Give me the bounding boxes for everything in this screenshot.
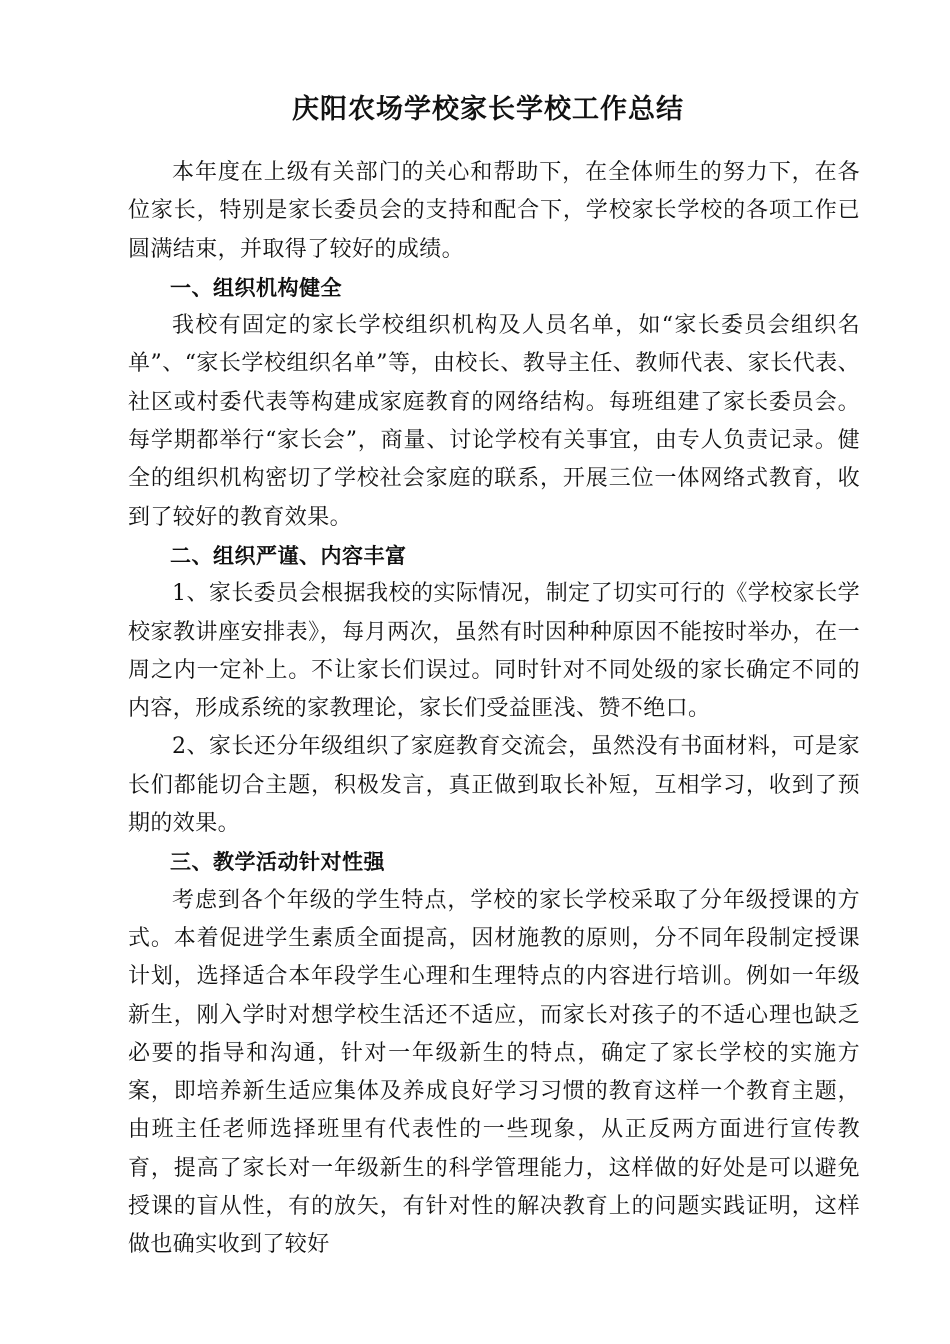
section-1-heading: 一、组织机构健全 bbox=[170, 274, 342, 300]
section-2-heading: 二、组织严谨、内容丰富 bbox=[170, 542, 407, 568]
section-3-heading: 三、教学活动针对性强 bbox=[170, 849, 385, 875]
document-title: 庆阳农场学校家长学校工作总结 bbox=[292, 94, 684, 125]
document-body bbox=[128, 154, 860, 1265]
section-3-paragraph: 考虑到各个年级的学生特点，学校的家长学校采取了分年级授课的方式。本着促进学生素质全面提高，因材施教的原则，分不同年段制定授课计划，选择适合本年段学生心理和生理特点的内容进行培训。例如一年级新生，刚入学时对想学校生活还不适应，而家长对孩子的不适心理也缺乏必要的指导和沟通，针对一年级新生的特点，确定了家长学校的实施方案，即培养新生适应集体及养成良好学习习惯的教育这样一个教育主题，由班主任老师选择班里有代表性的一些现象，从正反两方面进行宣传教育，提高了家长对一年级新生的科学管理能力，这样做的好处是可以避免授课的盲从性，有的放矢，有针对性的解决教育上的问题实践证明，这样做也确实收到了较好 bbox=[128, 887, 860, 1258]
section-1-paragraph: 我校有固定的家长学校组织机构及人员名单，如“家长委员会组织名单”、“家长学校组织名单”等，由校长、教导主任、教师代表、家长代表、社区或村委代表等构建成家庭教育的网络结构。每班组建了家长委员会。每学期都举行“家长会”，商量、讨论学校有关事宜，由专人负责记录。健全的组织机构密切了学校社会家庭的联系，开展三位一体网络式教育，收到了较好的教育效果。 bbox=[128, 313, 860, 530]
intro-paragraph: 本年度在上级有关部门的关心和帮助下，在全体师生的努力下，在各位家长，特别是家长委员会的支持和配合下，学校家长学校的各项工作已圆满结束，并取得了较好的成绩。 bbox=[128, 160, 860, 262]
section-2-paragraph-2: 2、家长还分年级组织了家庭教育交流会，虽然没有书面材料，可是家长们都能切合主题，积极发言，真正做到取长补短，互相学习，收到了预期的效果。 bbox=[128, 734, 860, 837]
section-2-paragraph-1: 1、家长委员会根据我校的实际情况，制定了切实可行的《学校家长学校家教讲座安排表》，每月两次，虽然有时因种种原因不能按时举办，在一周之内一定补上。不让家长们误过。同时针对不同处级的家长确定不同的内容，形成系统的家教理论，家长们受益匪浅、赞不绝口。 bbox=[128, 581, 860, 722]
